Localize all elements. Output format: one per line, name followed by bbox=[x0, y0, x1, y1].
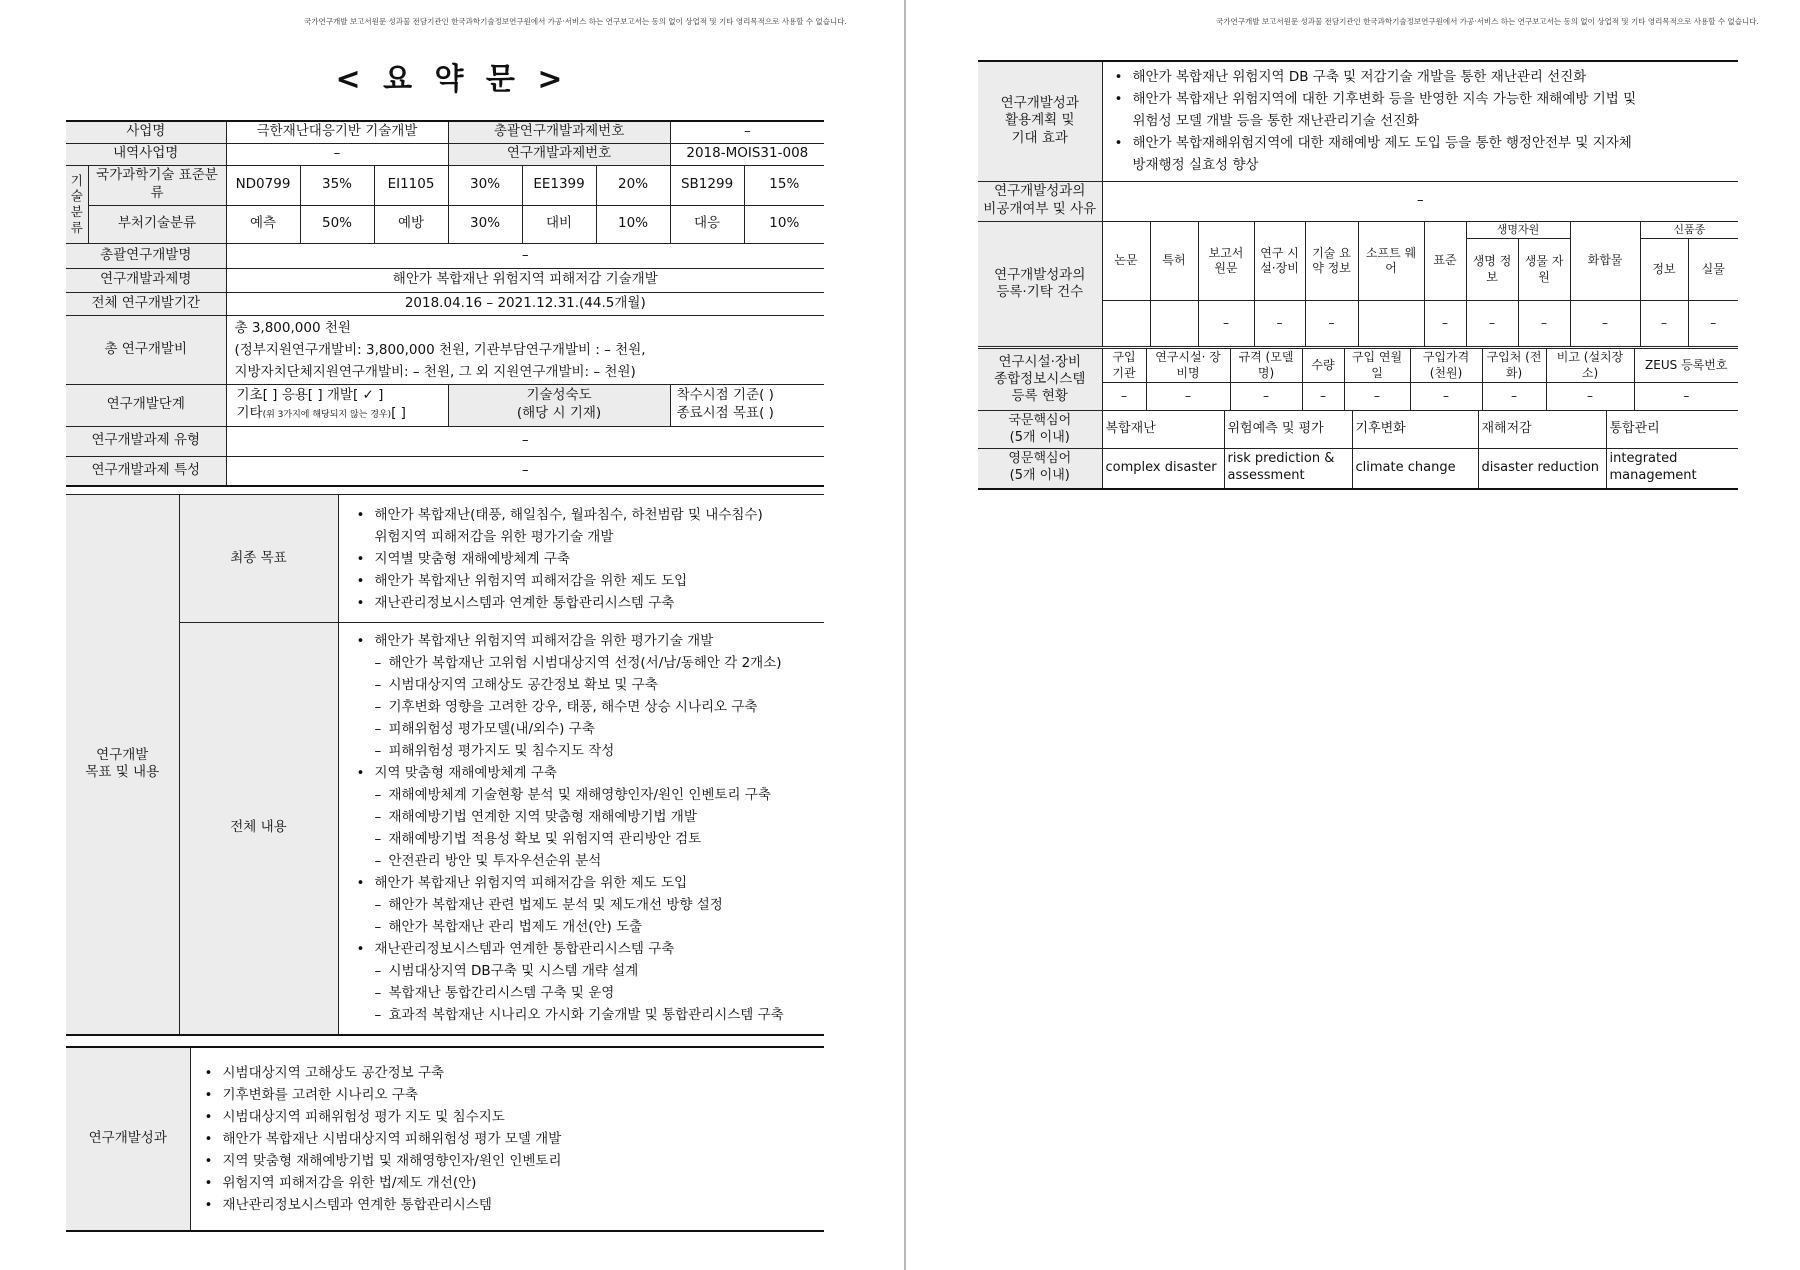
type-label: 연구개발과제 유형 bbox=[66, 426, 226, 456]
facility-header: 구입가격 (천원) bbox=[1410, 349, 1482, 383]
copyright-notice: 국가연구개발 보고서원문 성과물 전담기관인 한국과학기술정보연구원에서 가공·서비스 하는 연구보고서는 동의 없이 상업적 및 기타 영리목적으로 사용할 수 없습니다. bbox=[304, 17, 847, 26]
reg-value: – bbox=[1570, 301, 1640, 347]
facility-value: – bbox=[1634, 383, 1738, 411]
list-item: • 재난관리정보시스템과 연계한 통합관리시스템 bbox=[205, 1194, 821, 1216]
sub-list-item: – 해안가 복합재난 관련 법제도 분석 및 제도개선 방향 설정 bbox=[375, 894, 821, 916]
list-item: • 재난관리정보시스템과 연계한 통합관리시스템 구축 bbox=[357, 592, 821, 614]
plan-list bbox=[1107, 66, 1735, 176]
facility-value: – bbox=[1102, 383, 1146, 411]
maturity-end: 종료시점 목표( ) bbox=[676, 405, 774, 421]
facility-header: 구입 기관 bbox=[1102, 349, 1146, 383]
nat-std-pct: 30% bbox=[448, 165, 522, 205]
reg-header: 연구 시설·장비 bbox=[1254, 222, 1305, 301]
period: 2018.04.16 – 2021.12.31.(44.5개월) bbox=[226, 292, 824, 315]
nat-std-pct: 20% bbox=[596, 165, 670, 205]
kor-keyword: 복합재난 bbox=[1102, 411, 1224, 449]
task-no: 2018-MOIS31-008 bbox=[670, 143, 824, 165]
ministry-pct: 10% bbox=[596, 205, 670, 243]
cost-detail bbox=[226, 315, 824, 384]
reg-value bbox=[1150, 301, 1198, 347]
ministry-code: 대비 bbox=[522, 205, 596, 243]
reg-header: 특허 bbox=[1150, 222, 1198, 301]
plan-label: 연구개발성과 활용계획 및 기대 효과 bbox=[978, 61, 1102, 181]
list-item: • 해안가 복합재해위험지역에 대한 재해예방 제도 도입 등을 통한 행정안전부 및 지자체 방재행정 실효성 향상 bbox=[1115, 132, 1735, 176]
sub-list-item: – 해안가 복합재난 관리 법제도 개선(안) 도출 bbox=[375, 916, 821, 938]
final-goal-label: 최종 목표 bbox=[179, 495, 338, 623]
nat-std-code: SB1299 bbox=[670, 165, 744, 205]
contents-cell bbox=[338, 623, 824, 1035]
maturity-label: 기술성숙도 (해당 시 기재) bbox=[448, 384, 670, 426]
kor-keyword: 통합관리 bbox=[1606, 411, 1738, 449]
results-table bbox=[66, 1046, 824, 1232]
sub-list-item: – 피해위험성 평가모델(내/외수) 구축 bbox=[375, 718, 821, 740]
list-item: • 해안가 복합재난 위험지역 피해저감을 위한 제도 도입 – 해안가 복합재난 관련 법제도 분석 및 제도개선 방향 설정 – 해안가 복합재난 관리 법제도 개선(안) 도출 bbox=[357, 872, 821, 938]
reg-value: – bbox=[1198, 301, 1254, 347]
keywords-table bbox=[978, 410, 1738, 490]
reg-header: 보고서 원문 bbox=[1198, 222, 1254, 301]
document-page-right bbox=[906, 0, 1800, 1270]
reg-header: 화합물 bbox=[1570, 222, 1640, 301]
list-item: • 지역 맞춤형 재해예방체계 구축 – 재해예방체계 기술현황 분석 및 재해영향인자/원인 인벤토리 구축 – 재해예방기법 연계한 지역 맞춤형 재해예방기법 개발 – 재해예방기법 적용성 확보 및 위험지역 관리방안 검토 – 안전관리 방안 및 투자우선순위 분석 bbox=[357, 762, 821, 872]
cost-breakdown-2: 지방자치단체지원연구개발비: – 천원, 그 외 지원연구개발비: – 천원) bbox=[234, 363, 636, 380]
kor-keyword: 기후변화 bbox=[1352, 411, 1478, 449]
sub-list-item: – 피해위험성 평가지도 및 침수지도 작성 bbox=[375, 740, 821, 762]
cost-label: 총 연구개발비 bbox=[66, 315, 226, 384]
ministry-code: 예방 bbox=[374, 205, 448, 243]
ministry-code: 대응 bbox=[670, 205, 744, 243]
facility-header: 구입처 (전화) bbox=[1482, 349, 1546, 383]
reg-value: – bbox=[1688, 301, 1738, 347]
list-item: • 해안가 복합재난 위험지역 피해저감을 위한 평가기술 개발 – 해안가 복합재난 고위험 시범대상지역 선정(서/남/동해안 각 2개소) – 시범대상지역 고해상도 공간정보 확보 및 구축 – 기후변화 영향을 고려한 강우, 태풍, 해수면 상승 시나리오 구축 – 피해위험성 평가모델(내/외수) 구축 – 피해위험성 평가지도 및 침수지도 작성 bbox=[357, 630, 821, 762]
nat-std-pct: 35% bbox=[300, 165, 374, 205]
sub-list-item: – 시범대상지역 DB구축 및 시스템 개략 설계 bbox=[375, 960, 821, 982]
sub-project: – bbox=[226, 143, 448, 165]
sub-list-item: – 해안가 복합재난 고위험 시범대상지역 선정(서/남/동해안 각 2개소) bbox=[375, 652, 821, 674]
final-goals-list bbox=[343, 504, 821, 614]
list-item: • 해안가 복합재난 위험지역 피해저감을 위한 제도 도입 bbox=[357, 570, 821, 592]
eng-keyword: climate change bbox=[1352, 449, 1478, 489]
maturity-values bbox=[670, 384, 824, 426]
contents-list bbox=[343, 630, 821, 1026]
cost-total: 총 3,800,000 천원 bbox=[234, 319, 351, 336]
reg-group-new: 신품종 bbox=[1640, 222, 1738, 239]
sub-list-item: – 기후변화 영향을 고려한 강우, 태풍, 해수면 상승 시나리오 구축 bbox=[375, 696, 821, 718]
registration-label: 연구개발성과의 등록·기탁 건수 bbox=[978, 222, 1102, 347]
eng-keywords-label: 영문핵심어 (5개 이내) bbox=[978, 449, 1102, 489]
type: – bbox=[226, 426, 824, 456]
facility-header: 규격 (모델명) bbox=[1230, 349, 1302, 383]
facility-value: – bbox=[1230, 383, 1302, 411]
eng-keyword: integrated management bbox=[1606, 449, 1738, 489]
final-goals-cell bbox=[338, 495, 824, 623]
facility-value: – bbox=[1546, 383, 1634, 411]
reg-value: – bbox=[1254, 301, 1305, 347]
facility-table bbox=[978, 348, 1738, 411]
reg-header: 기술 요약 정보 bbox=[1305, 222, 1358, 301]
kor-keyword: 위험예측 및 평가 bbox=[1224, 411, 1352, 449]
ministry-code: 예측 bbox=[226, 205, 300, 243]
reg-header: 표준 bbox=[1424, 222, 1466, 301]
reg-value: – bbox=[1466, 301, 1518, 347]
list-item: • 재난관리정보시스템과 연계한 통합관리시스템 구축 – 시범대상지역 DB구축 및 시스템 개략 설계 – 복합재난 통합간리시스템 구축 및 운영 – 효과적 복합재난 시나리오 가시화 기술개발 및 통합관리시스템 구축 bbox=[357, 938, 821, 1026]
eng-keyword: risk prediction & assessment bbox=[1224, 449, 1352, 489]
copyright-notice: 국가연구개발 보고서원문 성과물 전담기관인 한국과학기술정보연구원에서 가공·서비스 하는 연구보고서는 동의 없이 상업적 및 기타 영리목적으로 사용할 수 없습니다. bbox=[1216, 17, 1759, 26]
total-task-no-label: 총괄연구개발과제번호 bbox=[448, 121, 670, 143]
sub-list-item: – 재해예방체계 기술현황 분석 및 재해영향인자/원인 인벤토리 구축 bbox=[375, 784, 821, 806]
list-item: • 해안가 복합재난 시범대상지역 피해위험성 평가 모델 개발 bbox=[205, 1128, 821, 1150]
reg-header: 실물 bbox=[1688, 239, 1738, 301]
reg-header: 생물 자원 bbox=[1518, 239, 1570, 301]
cost-breakdown-1: (정부지원연구개발비: 3,800,000 천원, 기관부담연구개발비 : – 천원, bbox=[234, 341, 646, 358]
results-cell bbox=[190, 1047, 824, 1231]
stage-line-1: 기초[ ] 응용[ ] 개발[ ✓ ] bbox=[236, 387, 384, 404]
goals-section-label: 연구개발 목표 및 내용 bbox=[66, 495, 179, 1035]
eng-keyword: disaster reduction bbox=[1478, 449, 1606, 489]
project-name: 극한재난대응기반 기술개발 bbox=[226, 121, 448, 143]
nat-std-code: EE1399 bbox=[522, 165, 596, 205]
facility-value: – bbox=[1482, 383, 1546, 411]
list-item: • 해안가 복합재난 위험지역 DB 구축 및 저감기술 개발을 통한 재난관리 선진화 bbox=[1115, 66, 1735, 88]
kor-keywords-label: 국문핵심어 (5개 이내) bbox=[978, 411, 1102, 449]
nondisclosure: – bbox=[1102, 181, 1738, 221]
facility-header: 연구시설· 장비명 bbox=[1146, 349, 1230, 383]
total-name-label: 총괄연구개발명 bbox=[66, 243, 226, 268]
sub-list-item: – 효과적 복합재난 시나리오 가시화 기술개발 및 통합관리시스템 구축 bbox=[375, 1004, 821, 1026]
results-list bbox=[195, 1062, 821, 1216]
sub-list-item: – 재해예방기법 연계한 지역 맞춤형 재해예방기법 개발 bbox=[375, 806, 821, 828]
nat-std-label: 국가과학기술 표준분류 bbox=[88, 165, 226, 205]
reg-header: 논문 bbox=[1102, 222, 1150, 301]
reg-group-bio: 생명자원 bbox=[1466, 222, 1570, 239]
facility-label: 연구시설·장비 종합정보시스템 등록 현황 bbox=[978, 349, 1102, 411]
reg-value: – bbox=[1424, 301, 1466, 347]
ministry-class-label: 부처기술분류 bbox=[88, 205, 226, 243]
sub-list-item: – 복합재난 통합간리시스템 구축 및 운영 bbox=[375, 982, 821, 1004]
reg-header: 소프트 웨어 bbox=[1358, 222, 1424, 301]
maturity-start: 착수시점 기준( ) bbox=[676, 387, 774, 404]
task-name: 해안가 복합재난 위험지역 피해저감 기술개발 bbox=[226, 268, 824, 292]
sub-list-item: – 시범대상지역 고해상도 공간정보 확보 및 구축 bbox=[375, 674, 821, 696]
facility-value: – bbox=[1302, 383, 1344, 411]
period-label: 전체 연구개발기간 bbox=[66, 292, 226, 315]
reg-value: – bbox=[1305, 301, 1358, 347]
task-no-label: 연구개발과제번호 bbox=[448, 143, 670, 165]
feature-label: 연구개발과제 특성 bbox=[66, 456, 226, 486]
facility-header: 구입 연월일 bbox=[1344, 349, 1410, 383]
nondisclosure-label: 연구개발성과의 비공개여부 및 사유 bbox=[978, 181, 1102, 221]
page-title: < 요 약 문 > bbox=[335, 62, 569, 97]
facility-value: – bbox=[1146, 383, 1230, 411]
nat-std-code: ND0799 bbox=[226, 165, 300, 205]
eng-keyword: complex disaster bbox=[1102, 449, 1224, 489]
total-task-no: – bbox=[670, 121, 824, 143]
ministry-pct: 30% bbox=[448, 205, 522, 243]
list-item: • 기후변화를 고려한 시나리오 구축 bbox=[205, 1084, 821, 1106]
facility-header: 비고 (설치장소) bbox=[1546, 349, 1634, 383]
feature: – bbox=[226, 456, 824, 486]
reg-header: 생명 정보 bbox=[1466, 239, 1518, 301]
nat-std-code: EI1105 bbox=[374, 165, 448, 205]
summary-table bbox=[66, 120, 824, 487]
sub-list-item: – 안전관리 방안 및 투자우선순위 분석 bbox=[375, 850, 821, 872]
ministry-pct: 50% bbox=[300, 205, 374, 243]
list-item: • 지역별 맞춤형 재해예방체계 구축 bbox=[357, 548, 821, 570]
facility-header: ZEUS 등록번호 bbox=[1634, 349, 1738, 383]
stage-line-2: 기타(위 3가지에 해당되지 않는 경우)[ ] bbox=[236, 405, 406, 421]
list-item: • 지역 맞춤형 재해예방기법 및 재해영향인자/원인 인벤토리 bbox=[205, 1150, 821, 1172]
reg-value bbox=[1358, 301, 1424, 347]
facility-value: – bbox=[1410, 383, 1482, 411]
reg-value: – bbox=[1518, 301, 1570, 347]
list-item: • 해안가 복합재난(태풍, 해일침수, 월파침수, 하천범람 및 내수침수) 위험지역 피해저감을 위한 평가기술 개발 bbox=[357, 504, 821, 548]
facility-header: 수량 bbox=[1302, 349, 1344, 383]
tech-class-label: 기 술 분 류 bbox=[66, 165, 88, 243]
project-name-label: 사업명 bbox=[66, 121, 226, 143]
reg-value: – bbox=[1640, 301, 1688, 347]
nat-std-pct: 15% bbox=[744, 165, 824, 205]
results-label: 연구개발성과 bbox=[66, 1047, 190, 1231]
list-item: • 시범대상지역 피해위험성 평가 지도 및 침수지도 bbox=[205, 1106, 821, 1128]
goals-table bbox=[66, 494, 824, 1036]
sub-project-label: 내역사업명 bbox=[66, 143, 226, 165]
plan-cell bbox=[1102, 61, 1738, 181]
ministry-pct: 10% bbox=[744, 205, 824, 243]
sub-list-item: – 재해예방기법 적용성 확보 및 위험지역 관리방안 검토 bbox=[375, 828, 821, 850]
kor-keyword: 재해저감 bbox=[1478, 411, 1606, 449]
stage-options bbox=[226, 384, 448, 426]
registration-table bbox=[978, 221, 1738, 347]
reg-value bbox=[1102, 301, 1150, 347]
total-name: – bbox=[226, 243, 824, 268]
list-item: • 위험지역 피해저감을 위한 법/제도 개선(안) bbox=[205, 1172, 821, 1194]
list-item: • 해안가 복합재난 위험지역에 대한 기후변화 등을 반영한 지속 가능한 재해예방 기법 및 위험성 모델 개발 등을 통한 재난관리기술 선진화 bbox=[1115, 88, 1735, 132]
plan-table bbox=[978, 60, 1738, 222]
stage-label: 연구개발단계 bbox=[66, 384, 226, 426]
facility-value: – bbox=[1344, 383, 1410, 411]
list-item: • 시범대상지역 고해상도 공간정보 구축 bbox=[205, 1062, 821, 1084]
task-name-label: 연구개발과제명 bbox=[66, 268, 226, 292]
content-label: 전체 내용 bbox=[179, 623, 338, 1035]
reg-header: 정보 bbox=[1640, 239, 1688, 301]
